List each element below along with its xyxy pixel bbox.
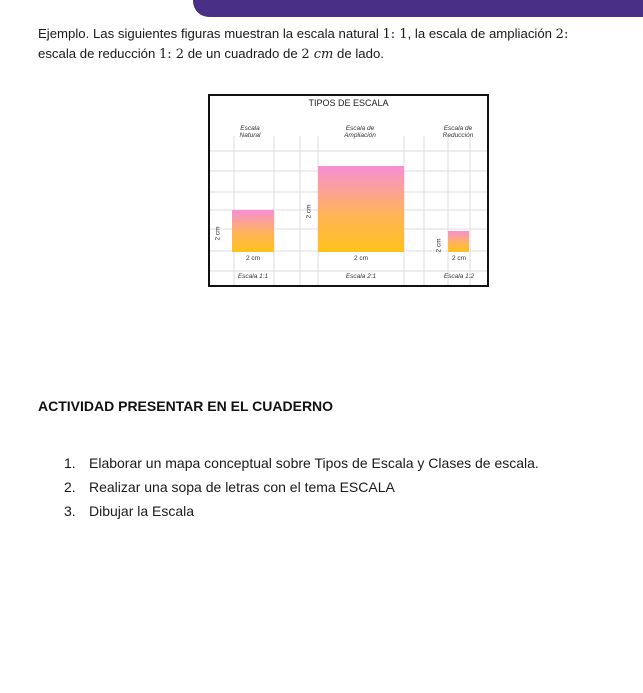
dim-ampliacion-v: 2 cm bbox=[305, 204, 313, 219]
scale-types-figure bbox=[208, 94, 489, 287]
list-item: 2. Realizar una sopa de letras con el tema ESCALA bbox=[64, 479, 395, 495]
paragraph-line-1: Ejemplo. Las siguientes figuras muestran la escala natural 1: 1, la escala de ampliación 2: bbox=[38, 26, 569, 42]
header-bar bbox=[193, 0, 643, 17]
label-ampliacion: Escala de Ampliación bbox=[344, 125, 376, 139]
square-natural bbox=[232, 210, 274, 252]
square-reduccion bbox=[448, 231, 469, 252]
caption-natural: Escala 1:1 bbox=[237, 273, 269, 280]
dim-reduccion-v: 2 cm bbox=[435, 238, 443, 253]
caption-reduccion: Escala 1:2 bbox=[443, 273, 475, 280]
dim-natural-v: 2 cm bbox=[214, 226, 222, 241]
label-natural: Escala Natural bbox=[239, 125, 261, 139]
figure-title: TIPOS DE ESCALA bbox=[308, 98, 389, 108]
square-ampliacion bbox=[318, 166, 404, 252]
list-item: 3. Dibujar la Escala bbox=[64, 503, 195, 519]
label-reduccion: Escala de Reducción bbox=[442, 125, 474, 139]
dim-ampliacion-h: 2 cm bbox=[353, 255, 369, 262]
dim-reduccion-h: 2 cm bbox=[451, 255, 467, 262]
list-item: 1. Elaborar un mapa conceptual sobre Tipos de Escala y Clases de escala. bbox=[64, 455, 539, 471]
activity-list bbox=[64, 454, 539, 526]
example-paragraph bbox=[38, 24, 643, 64]
paragraph-line-2: escala de reducción 1: 2 de un cuadrado de 2 cm de lado. bbox=[38, 46, 384, 62]
dim-natural-h: 2 cm bbox=[245, 255, 261, 262]
caption-ampliacion: Escala 2:1 bbox=[345, 273, 377, 280]
activity-heading: ACTIVIDAD PRESENTAR EN EL CUADERNO bbox=[38, 398, 334, 414]
